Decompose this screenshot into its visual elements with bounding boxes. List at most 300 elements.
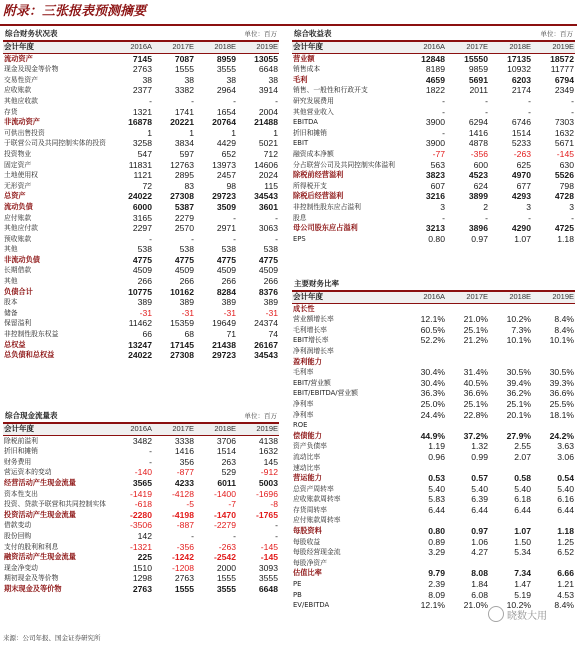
cell-value: 266: [179, 276, 194, 287]
cell-value: 607: [430, 180, 445, 191]
cell-value: 7.3%: [511, 324, 531, 335]
cell-value: -2279: [214, 520, 236, 531]
column-header-year: 2017E: [172, 424, 194, 433]
cell-value: 1.07: [514, 526, 531, 537]
column-header-label: 会计年度: [4, 42, 34, 51]
table-row: [3, 96, 279, 107]
cell-value: 389: [137, 297, 152, 308]
cell-value: 2964: [216, 85, 236, 96]
cell-value: -7: [228, 499, 236, 510]
cell-value: 2.55: [514, 441, 531, 452]
row-label: 除税前经营溢利: [293, 170, 344, 180]
cell-value: [489, 463, 532, 474]
table-header-row: [292, 42, 575, 53]
row-label: EBIT/EBITDA/营业额: [293, 389, 358, 398]
row-label: 预收账款: [4, 234, 32, 243]
table-row: [3, 435, 279, 446]
cell-value: 6.44: [514, 504, 531, 515]
watermark-text: 晓数大用: [507, 610, 547, 622]
table-row: [292, 410, 575, 421]
cell-value: 13055: [254, 53, 278, 64]
cell-value: 5671: [554, 138, 574, 149]
cell-value: -: [442, 127, 445, 138]
cell-value: [532, 357, 575, 368]
table-row: [292, 314, 575, 325]
cell-value: 3.63: [557, 441, 574, 452]
cell-value: 1555: [174, 583, 194, 594]
cell-value: 1.25: [557, 536, 574, 547]
income-statement-header: [292, 28, 575, 42]
cell-value: 4970: [511, 170, 531, 181]
cell-value: -: [191, 95, 194, 106]
column-header-label: 会计年度: [4, 424, 34, 433]
cell-value: 4775: [216, 254, 236, 265]
cell-value: 1654: [216, 106, 236, 117]
cell-value: 6.44: [471, 504, 488, 515]
cell-value: 3509: [216, 201, 236, 212]
cell-value: 7145: [132, 53, 152, 64]
table-row: [292, 452, 575, 463]
table-row: [292, 75, 575, 86]
cell-value: 266: [137, 276, 152, 287]
cell-value: 2000: [216, 562, 236, 573]
table-row: [292, 399, 575, 410]
table-row: [292, 117, 575, 128]
row-label: 非流动负债: [4, 254, 40, 264]
cell-value: [403, 420, 446, 431]
table-row: [292, 494, 575, 505]
cell-value: [532, 420, 575, 431]
table-row: [292, 367, 575, 378]
ratios-title: 主要财务比率: [294, 279, 339, 288]
row-label: 固定资产: [4, 160, 32, 169]
table-row: [292, 441, 575, 452]
column-header-year: 2019E: [552, 292, 574, 301]
cell-value: 1555: [174, 64, 194, 75]
row-label: 总负债和总权益: [4, 350, 55, 360]
cell-value: 4138: [258, 435, 278, 446]
cell-value: 263: [221, 456, 236, 467]
row-label: 其他营业收入: [293, 107, 334, 116]
cell-value: 5.83: [428, 494, 445, 505]
table-row: [3, 85, 279, 96]
row-label: 流动负债: [4, 201, 33, 211]
cell-value: 31.4%: [463, 367, 488, 378]
table-row: [3, 467, 279, 478]
income-statement-unit: 单位：百万: [540, 30, 573, 38]
table-row: [292, 213, 575, 224]
watermark: [488, 604, 574, 624]
table-row: [3, 446, 279, 457]
cell-value: 3834: [174, 138, 194, 149]
cell-value: 1514: [511, 127, 531, 138]
row-label: 流动比率: [293, 452, 321, 461]
column-header-label: 会计年度: [293, 42, 323, 51]
cell-value: 3555: [216, 64, 236, 75]
cell-value: 6294: [468, 117, 488, 128]
cell-value: 4290: [511, 223, 531, 234]
table-row: [292, 303, 575, 314]
cell-value: [489, 303, 532, 314]
cell-value: 2004: [258, 106, 278, 117]
table-row: [3, 350, 279, 361]
cell-value: -: [275, 95, 278, 106]
cash-flow-table: [3, 424, 279, 595]
row-label: 股息: [293, 213, 307, 222]
table-row: [3, 520, 279, 531]
cell-value: 5691: [468, 74, 488, 85]
row-label: EBITDA: [293, 118, 318, 127]
table-row: [3, 287, 279, 298]
row-label: 毛利增长率: [293, 325, 327, 334]
cell-value: 12.1%: [420, 314, 445, 325]
row-label: 母公司股东应占溢利: [293, 223, 358, 233]
cell-value: [489, 420, 532, 431]
table-row: [3, 128, 279, 139]
table-row: [292, 181, 575, 192]
table-row: [3, 297, 279, 308]
cell-value: 18572: [550, 53, 574, 64]
table-header-row: [3, 42, 279, 53]
cell-value: 11462: [128, 318, 152, 329]
row-label: 每股净资产: [293, 558, 327, 567]
cell-value: -1208: [172, 562, 194, 573]
row-label: 估值比率: [293, 568, 322, 578]
cell-value: 10.2%: [506, 314, 531, 325]
cell-value: 1: [231, 127, 236, 138]
cell-value: 36.2%: [506, 388, 531, 399]
balance-sheet-unit: 单位：百万: [244, 30, 277, 38]
cell-value: -: [233, 95, 236, 106]
cell-value: 19649: [212, 318, 236, 329]
cell-value: 2024: [258, 170, 278, 181]
cell-value: 8.09: [428, 589, 445, 600]
cell-value: -5: [186, 499, 194, 510]
row-label: 可供出售投资: [4, 128, 45, 137]
income-statement-table: [292, 42, 575, 244]
row-label: 总资产周转率: [293, 484, 334, 493]
balance-sheet-title: 综合财务状况表: [5, 29, 58, 38]
cell-value: 1.18: [557, 233, 574, 244]
cell-value: 6.44: [428, 504, 445, 515]
cell-value: [446, 558, 489, 569]
row-label: 股份回购: [4, 531, 32, 540]
table-header-row: [292, 292, 575, 303]
table-row: [292, 463, 575, 474]
row-label: 负债合计: [4, 286, 33, 296]
cell-value: -887: [176, 520, 194, 531]
cell-value: 225: [137, 552, 152, 563]
row-label: 每股经营现金流: [293, 548, 341, 557]
cell-value: 25.1%: [463, 398, 488, 409]
row-label: 除税后经营溢利: [293, 191, 344, 201]
table-row: [3, 64, 279, 75]
cell-value: 36.6%: [549, 388, 574, 399]
cell-value: 6794: [554, 74, 574, 85]
balance-sheet-panel: [3, 28, 279, 361]
table-row: [3, 308, 279, 319]
row-label: 折旧和摊销: [4, 447, 38, 456]
cell-value: 25.0%: [420, 398, 445, 409]
cell-value: 27308: [170, 191, 194, 202]
cell-value: [403, 558, 446, 569]
cell-value: 27.9%: [506, 430, 531, 441]
column-header-year: 2019E: [256, 424, 278, 433]
cell-value: 5.40: [557, 483, 574, 494]
cell-value: 4509: [174, 265, 194, 276]
table-row: [292, 160, 575, 171]
row-label: 股本: [4, 298, 18, 307]
row-label: 所得税开支: [293, 181, 327, 190]
cell-value: 10775: [128, 286, 152, 297]
cell-value: 6746: [511, 117, 531, 128]
cell-value: 3063: [258, 223, 278, 234]
cell-value: 39.4%: [506, 377, 531, 388]
row-label: 于联营公司及共同控制实体的投资: [4, 139, 106, 148]
cell-value: 142: [137, 530, 152, 541]
table-row: [3, 276, 279, 287]
cell-value: 60.5%: [420, 324, 445, 335]
cell-value: 14606: [254, 159, 278, 170]
table-row: [292, 515, 575, 526]
cell-value: 538: [179, 244, 194, 255]
cell-value: 36.3%: [420, 388, 445, 399]
cell-value: 83: [184, 180, 194, 191]
cell-value: 6.66: [557, 568, 574, 579]
cell-value: 2895: [174, 170, 194, 181]
cell-value: 15550: [464, 53, 488, 64]
column-header-year: 2017E: [172, 42, 194, 51]
row-label: 存货周转率: [293, 505, 327, 514]
row-label: 流动资产: [4, 53, 33, 63]
ratios-table: [292, 292, 575, 611]
table-row: [3, 457, 279, 468]
income-statement-title: 综合收益表: [294, 29, 332, 38]
cash-flow-title: 综合现金流量表: [5, 411, 58, 420]
cell-value: -31: [139, 307, 152, 318]
cell-value: 2763: [132, 64, 152, 75]
cell-value: 1514: [216, 446, 236, 457]
cell-value: 0.58: [514, 473, 531, 484]
table-row: [292, 138, 575, 149]
cell-value: 13247: [128, 339, 152, 350]
table-row: [292, 234, 575, 245]
cell-value: 2763: [174, 573, 194, 584]
cell-value: 538: [137, 244, 152, 255]
cell-value: 2457: [216, 170, 236, 181]
cell-value: -: [233, 233, 236, 244]
cell-value: -2280: [130, 509, 152, 520]
cell-value: 5003: [258, 477, 278, 488]
cell-value: -1419: [130, 488, 152, 499]
cell-value: 6.52: [557, 547, 574, 558]
cell-value: 1510: [132, 562, 152, 573]
cell-value: -: [485, 95, 488, 106]
cell-value: 20221: [170, 117, 194, 128]
cell-value: [532, 303, 575, 314]
cell-value: 25.1%: [506, 398, 531, 409]
cell-value: 4775: [132, 254, 152, 265]
cell-value: 98: [226, 180, 236, 191]
cell-value: 10162: [170, 286, 194, 297]
table-row: [292, 85, 575, 96]
cell-value: 4233: [174, 477, 194, 488]
cell-value: 5.34: [514, 547, 531, 558]
cell-value: -877: [176, 467, 194, 478]
cell-value: -1321: [130, 541, 152, 552]
cell-value: 25.5%: [549, 398, 574, 409]
table-row: [292, 325, 575, 336]
cell-value: 4.27: [471, 547, 488, 558]
cell-value: -356: [176, 541, 194, 552]
balance-sheet-header: [3, 28, 279, 42]
table-row: [292, 335, 575, 346]
row-label: 融资活动产生现金流量: [4, 552, 76, 562]
cell-value: 529: [221, 467, 236, 478]
cell-value: -1470: [214, 509, 236, 520]
cell-value: 4509: [258, 265, 278, 276]
row-label: 除税前溢利: [4, 436, 38, 445]
cell-value: 8959: [216, 53, 236, 64]
cell-value: 0.80: [428, 526, 445, 537]
table-row: [292, 505, 575, 516]
cell-value: 0.53: [428, 473, 445, 484]
cell-value: 4429: [216, 138, 236, 149]
cell-value: -356: [470, 148, 488, 159]
cell-value: -: [233, 212, 236, 223]
row-label: 无形资产: [4, 181, 32, 190]
cell-value: [532, 346, 575, 357]
cell-value: 15359: [170, 318, 194, 329]
table-row: [292, 223, 575, 234]
cell-value: 9.79: [428, 568, 445, 579]
cell-value: -140: [134, 467, 152, 478]
cell-value: -: [442, 106, 445, 117]
cell-value: 8.4%: [554, 324, 574, 335]
row-label: 非流动资产: [4, 117, 40, 127]
source-note: 来源：公司年报、国金证券研究所: [3, 634, 101, 642]
column-header-year: 2019E: [256, 42, 278, 51]
column-header-year: 2016A: [130, 42, 152, 51]
cell-value: 3: [526, 201, 531, 212]
row-label: EBIT增长率: [293, 336, 329, 345]
row-label: 支付的股利和利息: [4, 542, 59, 551]
cell-value: 624: [473, 180, 488, 191]
row-label: 非控制性股东权益: [4, 330, 59, 339]
cell-value: 21.2%: [463, 335, 488, 346]
cell-value: 0.97: [471, 526, 488, 537]
table-row: [292, 202, 575, 213]
cell-value: -145: [556, 148, 574, 159]
cell-value: 3900: [425, 117, 445, 128]
row-label: 其他: [4, 245, 18, 254]
cell-value: 3896: [468, 223, 488, 234]
row-label: ROE: [293, 421, 308, 430]
cell-value: 3914: [258, 85, 278, 96]
row-label: 投资、贷款予联营和共同控制实体: [4, 500, 106, 509]
cell-value: -4128: [172, 488, 194, 499]
row-label: 投资物业: [4, 149, 32, 158]
table-row: [3, 478, 279, 489]
cell-value: -: [191, 530, 194, 541]
table-row: [3, 223, 279, 234]
cell-value: 6000: [132, 201, 152, 212]
cell-value: 21488: [254, 117, 278, 128]
table-row: [292, 537, 575, 548]
cell-value: [446, 346, 489, 357]
table-row: [292, 388, 575, 399]
table-row: [292, 378, 575, 389]
column-header-year: 2016A: [130, 424, 152, 433]
cell-value: 389: [179, 297, 194, 308]
cell-value: 6203: [511, 74, 531, 85]
table-row: [3, 117, 279, 128]
cell-value: 1.07: [514, 233, 531, 244]
row-label: 应收账款: [4, 86, 32, 95]
table-row: [3, 53, 279, 64]
cell-value: 38: [268, 74, 278, 85]
cell-value: -: [571, 106, 574, 117]
table-row: [292, 107, 575, 118]
cell-value: 8.08: [471, 568, 488, 579]
table-row: [292, 357, 575, 368]
cell-value: 11831: [128, 159, 152, 170]
cell-value: -1765: [256, 509, 278, 520]
cell-value: -3506: [130, 520, 152, 531]
cell-value: 1632: [258, 446, 278, 457]
cell-value: 4509: [132, 265, 152, 276]
table-row: [3, 584, 279, 595]
cell-value: 74: [268, 329, 278, 340]
row-label: 存货: [4, 107, 18, 116]
cell-value: 5021: [258, 138, 278, 149]
cell-value: -: [275, 530, 278, 541]
column-header-year: 2017E: [466, 42, 488, 51]
cell-value: 2279: [174, 212, 194, 223]
cell-value: 1.19: [428, 441, 445, 452]
table-row: [292, 149, 575, 160]
row-label: 毛利率: [293, 368, 314, 377]
cell-value: [446, 357, 489, 368]
cell-value: 24022: [128, 191, 152, 202]
cell-value: 2297: [132, 223, 152, 234]
row-label: 经营活动产生现金流量: [4, 477, 76, 487]
row-label: EBIT: [293, 139, 309, 148]
cell-value: 3565: [132, 477, 152, 488]
cell-value: 11777: [550, 64, 574, 75]
cell-value: 1632: [554, 127, 574, 138]
cell-value: -: [149, 233, 152, 244]
cell-value: 145: [263, 456, 278, 467]
table-row: [3, 318, 279, 329]
table-row: [3, 329, 279, 340]
cell-value: 4293: [511, 191, 531, 202]
cell-value: 38: [226, 74, 236, 85]
cell-value: -: [485, 212, 488, 223]
table-row: [292, 558, 575, 569]
row-label: 现金净变动: [4, 563, 38, 572]
cell-value: [532, 515, 575, 526]
title-divider: [0, 24, 577, 26]
table-row: [3, 244, 279, 255]
cell-value: 2011: [469, 85, 488, 96]
row-label: 营业额增长率: [293, 315, 334, 324]
cell-value: 36.6%: [463, 388, 488, 399]
column-header-year: 2018E: [214, 424, 236, 433]
table-row: [3, 510, 279, 521]
row-label: EBIT/营业额: [293, 378, 331, 387]
table-row: [292, 484, 575, 495]
